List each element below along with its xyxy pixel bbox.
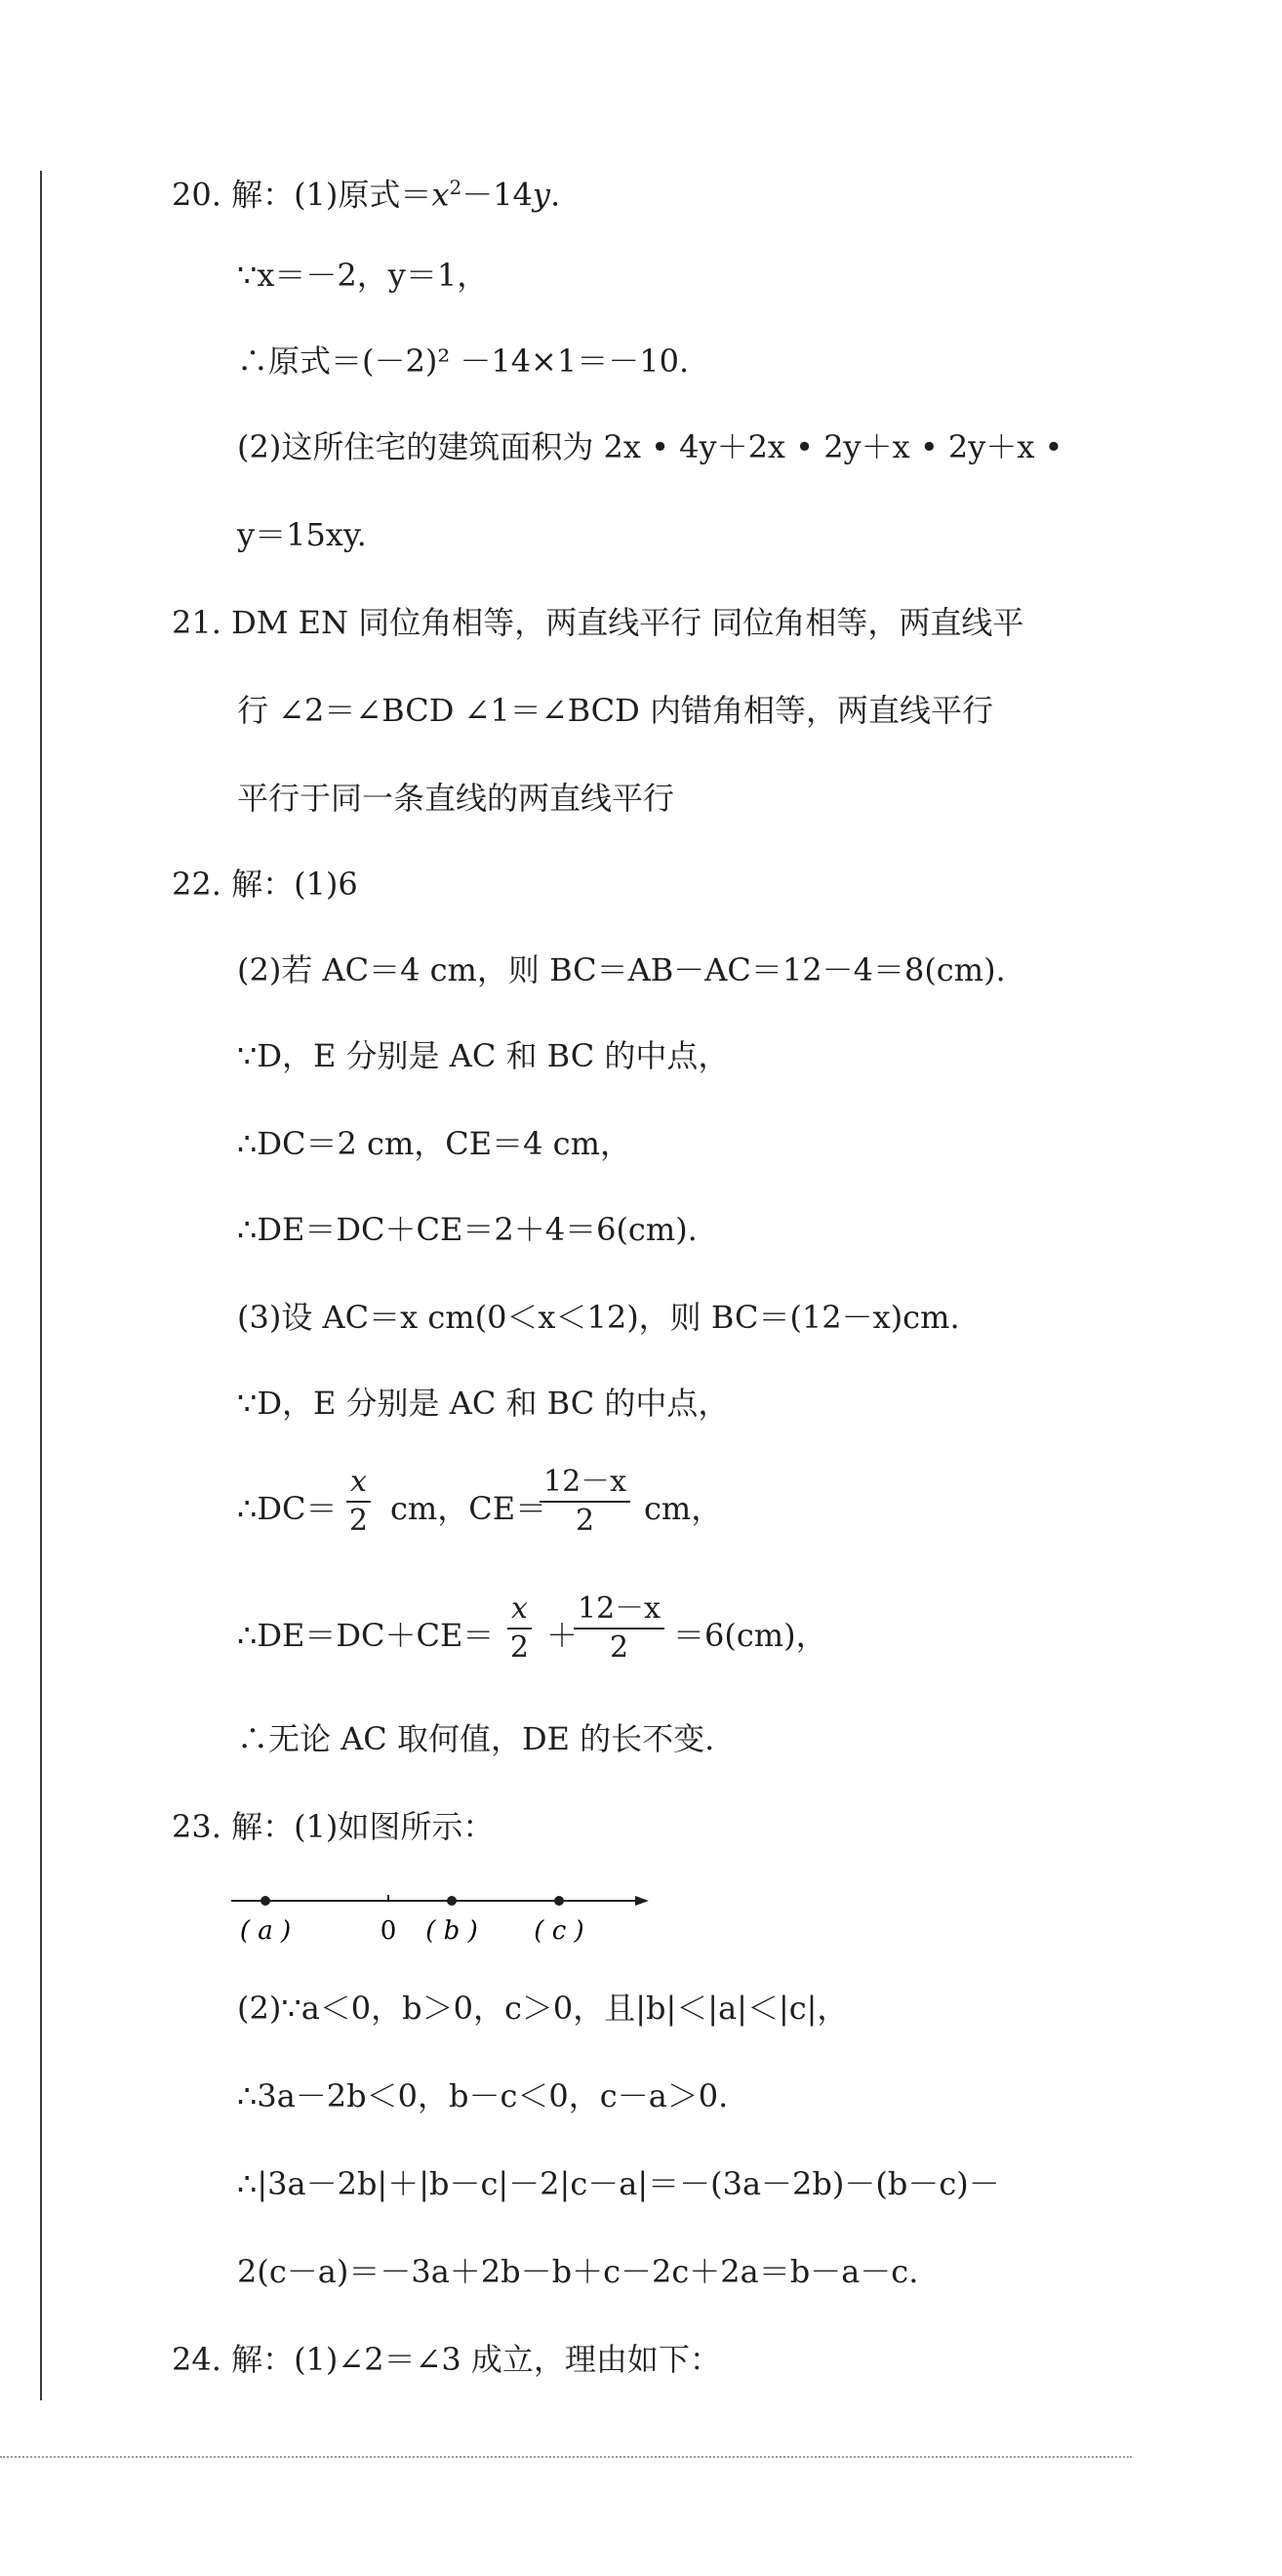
- p22-fraction-12-minus-x-over-2-b: [574, 1592, 664, 1665]
- p23-line-2: (2)∵a＜0，b＞0，c＞0，且|b|＜|a|＜|c|，: [237, 1990, 849, 2027]
- p22-fraction-x-over-2: [346, 1466, 371, 1538]
- p21-line-2: 行 ∠2＝∠BCD ∠1＝∠BCD 内错角相等，两直线平行: [237, 692, 993, 729]
- p20-var-x: x: [431, 176, 450, 214]
- p22-line-3: ∵D，E 分别是 AC 和 BC 的中点，: [237, 1037, 730, 1074]
- p22-line-9-plus: ＋: [546, 1617, 579, 1654]
- fraction-numerator: x: [507, 1592, 532, 1630]
- point-a: [260, 1896, 270, 1906]
- p20-expr-end: .: [550, 176, 561, 214]
- p24-head: 24. 解：(1)∠2＝∠3 成立，理由如下：: [172, 2341, 721, 2378]
- p22-line-6: (3)设 AC＝x cm(0＜x＜12)，则 BC＝(12－x)cm.: [237, 1299, 960, 1336]
- p20-line-given: ∵x＝－2，y＝1，: [237, 257, 489, 294]
- label-a: ( a ): [239, 1916, 292, 1946]
- p20-expr-rest: －14: [461, 176, 533, 214]
- fraction-numerator: 12－x: [540, 1466, 630, 1503]
- p22-line-9-post: ＝6(cm)，: [673, 1617, 827, 1654]
- p23-line-4: ∴|3a－2b|＋|b－c|－2|c－a|＝－(3a－2b)－(b－c)－: [237, 2165, 1000, 2202]
- label-zero: 0: [380, 1916, 397, 1946]
- p20-head: 20. 解：(1)原式＝: [172, 176, 432, 214]
- point-c: [554, 1896, 564, 1906]
- p20-line-part2a: (2)这所住宅的建筑面积为 2x • 4y＋2x • 2y＋x • 2y＋x •: [237, 428, 1063, 465]
- p22-line-2: (2)若 AC＝4 cm，则 BC＝AB－AC＝12－4＝8(cm).: [237, 951, 1006, 988]
- number-line-arrow: [635, 1896, 649, 1906]
- p20-line-part2b: y＝15xy.: [237, 516, 367, 553]
- p23-head: 23. 解：(1)如图所示：: [172, 1808, 495, 1845]
- fraction-numerator: 12－x: [574, 1592, 664, 1630]
- p22-line-8-pre: ∴DC＝: [237, 1490, 338, 1527]
- p22-fraction-x-over-2-b: [507, 1592, 532, 1665]
- fraction-denominator: 2: [348, 1504, 368, 1538]
- p22-head: 22. 解：(1)6: [172, 865, 358, 903]
- page-bottom-dotted-line: [0, 2456, 1132, 2458]
- fraction-denominator: 2: [610, 1630, 629, 1665]
- number-line-diagram: [229, 1888, 649, 1956]
- p22-line-10: ∴无论 AC 取何值，DE 的长不变.: [237, 1720, 715, 1757]
- p22-line-8-post: cm，: [644, 1490, 723, 1527]
- p20-var-y: y: [532, 176, 550, 214]
- p21-line-1: 21. DM EN 同位角相等，两直线平行 同位角相等，两直线平: [172, 604, 1024, 641]
- label-b: ( b ): [425, 1916, 478, 1946]
- p22-line-5: ∴DE＝DC＋CE＝2＋4＝6(cm).: [237, 1211, 698, 1248]
- p20-exponent: 2: [449, 176, 462, 199]
- fraction-numerator: x: [346, 1466, 371, 1503]
- p22-fraction-12-minus-x-over-2: [540, 1466, 630, 1538]
- p22-line-7: ∵D，E 分别是 AC 和 BC 的中点，: [237, 1385, 730, 1422]
- fraction-denominator: 2: [509, 1630, 529, 1665]
- p22-line-8-mid: cm，CE＝: [390, 1490, 547, 1527]
- p23-line-3: ∴3a－2b＜0，b－c＜0，c－a＞0.: [237, 2077, 729, 2114]
- p20-line-1: [172, 168, 560, 215]
- left-margin-rule: [40, 171, 42, 2400]
- fraction-denominator: 2: [576, 1504, 595, 1538]
- p21-line-3: 平行于同一条直线的两直线平行: [237, 780, 675, 817]
- p20-line-result: ∴原式＝(－2)² －14×1＝－10.: [237, 342, 690, 380]
- p23-line-5: 2(c－a)＝－3a＋2b－b＋c－2c＋2a＝b－a－c.: [237, 2253, 919, 2290]
- p22-line-9-pre: ∴DE＝DC＋CE＝: [237, 1617, 495, 1654]
- point-b: [447, 1896, 457, 1906]
- label-c: ( c ): [534, 1916, 584, 1946]
- p22-line-4: ∴DC＝2 cm，CE＝4 cm，: [237, 1125, 631, 1162]
